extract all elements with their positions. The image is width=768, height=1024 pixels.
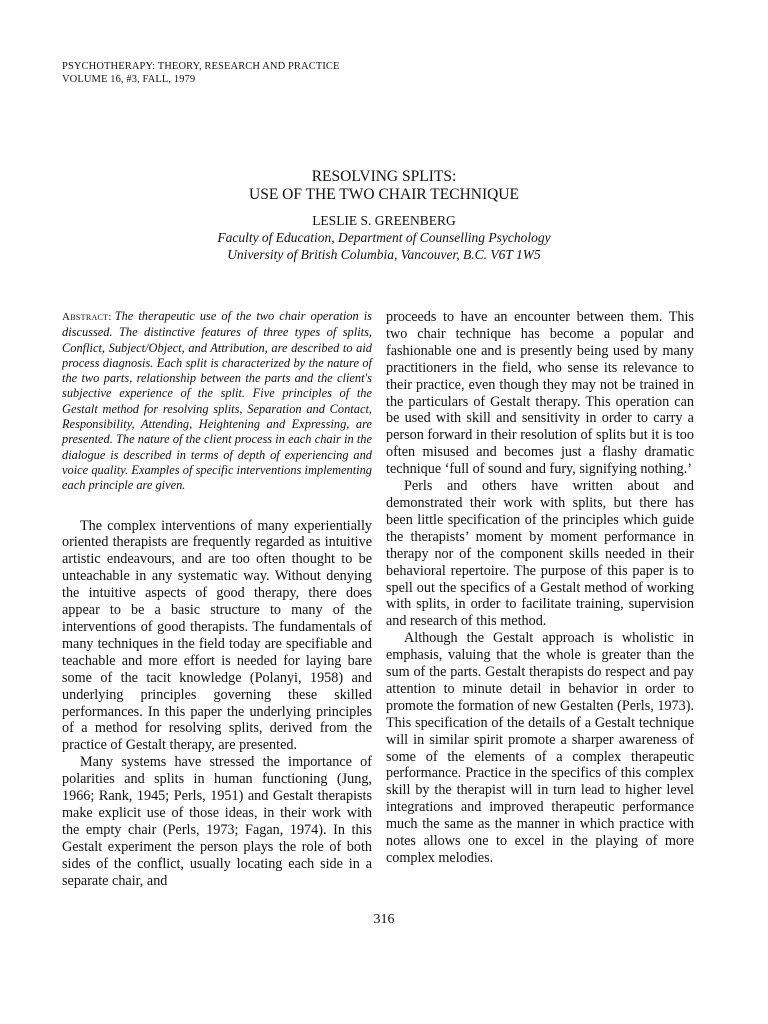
paragraph: proceeds to have an encounter between them. This two chair technique has become a popular and fashionable one and is presently being used by many practitioners in the field, who sense its relevance to their practice, even though they may not be trained in the particulars of Gestalt therapy. This operation can be used with skill and sensitivity in order to carry a person forward in their resolution of splits but it is too often misused and becomes just a flashy dramatic technique ‘full of sound and fury, signifying nothing.’	[386, 309, 694, 478]
right-column	[386, 309, 694, 867]
paragraph: The complex interventions of many experientially oriented therapists are frequently regarded as intuitive artistic endeavours, and are too often thought to be unteachable in any systematic way. Without denying the intuitive aspects of good therapy, there does appear to be a basic structure to many of the interventions of good therapists. The fundamentals of many techniques in the field today are specifiable and teachable and more effort is needed for laying bare some of the tacit knowledge (Polanyi, 1958) and underlying principles governing these skilled performances. In this paper the underlying principles of a method for resolving splits, derived from the practice of Gestalt therapy, are presented.	[62, 517, 372, 754]
author-affiliation-line2: University of British Columbia, Vancouver, B.C. V6T 1W5	[227, 247, 541, 262]
article-title-line2: USE OF THE TWO CHAIR TECHNIQUE	[249, 186, 519, 203]
author-affiliation-line1: Faculty of Education, Department of Counselling Psychology	[217, 230, 551, 245]
abstract	[62, 309, 372, 494]
article-author: LESLIE S. GREENBERG	[312, 213, 456, 228]
abstract-text: The therapeutic use of the two chair operation is discussed. The distinctive features of three types of splits, Conflict, Subject/Object, and Attribution, are described to aid process diagnosis. Each split is characterized by the nature of the two parts, relationship between the parts and the client's subjective experience of the split. Five principles of the Gestalt method for resolving splits, Separation and Contact, Responsibility, Attending, Heightening and Expressing, are presented. The nature of the client process in each chair in the dialogue is described in terms of depth of experiencing and voice quality. Examples of specific interventions implementing each principle are given.	[62, 309, 372, 493]
article-title-block	[60, 168, 708, 263]
left-body	[62, 518, 372, 890]
paragraph: Perls and others have written about and demonstrated their work with splits, but there has been little specification of the principles which guide the therapists’ moment by moment performance in therapy nor of the component skills needed in their behavioral repertoire. The purpose of this paper is to spell out the specifics of a Gestalt method of working with splits, in order to facilitate training, supervision and research of this method.	[386, 478, 694, 630]
abstract-label: Abstract:	[62, 311, 112, 323]
journal-name: PSYCHOTHERAPY: THEORY, RESEARCH AND PRACTICE	[62, 61, 340, 72]
paragraph: Although the Gestalt approach is wholistic in emphasis, valuing that the whole is greater than the sum of the parts. Gestalt therapists do respect and pay attention to minute detail in behavior in order to promote the formation of new Gestalten (Perls, 1973). This specification of the details of a Gestalt technique will in similar spirit promote a sharper awareness of some of the elements of a complex therapeutic performance. Practice in the specifics of this complex skill by the therapist will in turn lead to higher level integrations and improved therapeutic performance much the same as the manner in which practice with notes allows one to excel in the playing of more complex melodies.	[386, 630, 694, 866]
left-column	[62, 309, 372, 890]
page-number: 316	[373, 912, 395, 927]
article-title-line1: RESOLVING SPLITS:	[311, 168, 457, 185]
journal-volume: VOLUME 16, #3, FALL, 1979	[62, 74, 196, 85]
paragraph: Many systems have stressed the importance of polarities and splits in human functioning (Jung, 1966; Rank, 1945; Perls, 1951) and Gestalt therapists make explicit use of those ideas, in their work with the empty chair (Perls, 1973; Fagan, 1974). In this Gestalt experiment the person plays the role of both sides of the conflict, usually locating each side in a separate chair, and	[62, 754, 372, 889]
journal-header	[62, 60, 482, 86]
